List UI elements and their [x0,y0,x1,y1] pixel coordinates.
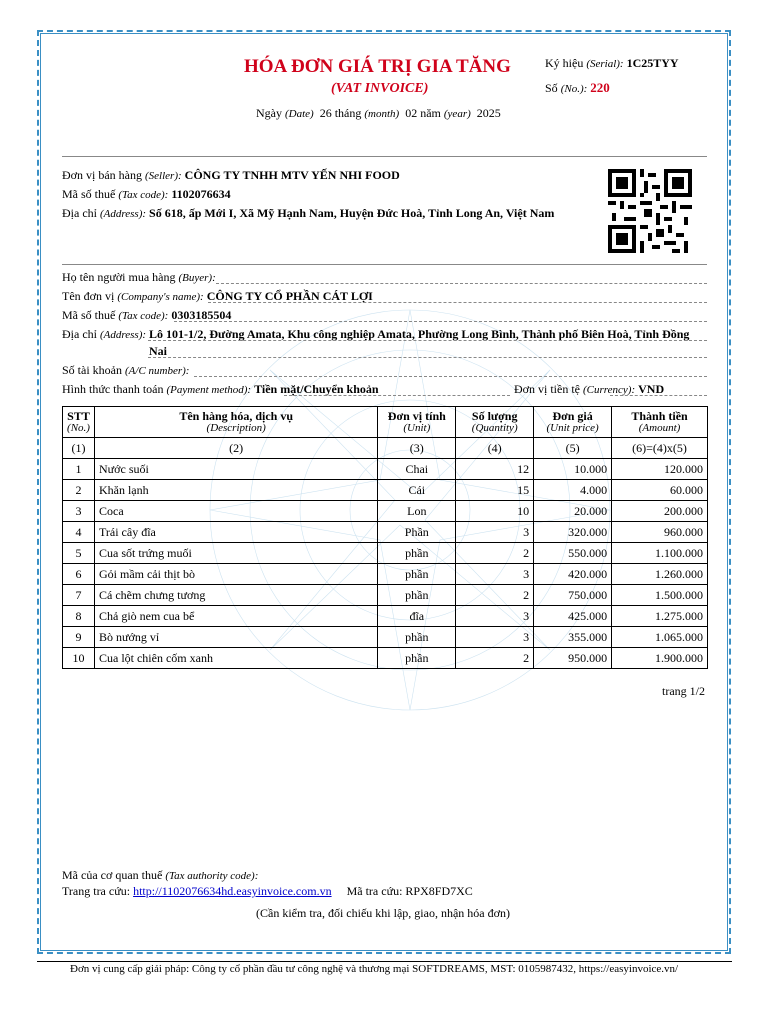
item-amount: 1.275.000 [612,606,708,627]
company-line [208,302,707,303]
table-header-row [63,407,708,438]
item-unit: Lon [378,501,456,522]
item-quantity: 2 [456,648,534,669]
page-number: trang 1/2 [662,684,705,698]
items-table [62,406,708,669]
qr-code [606,169,694,253]
item-unit: đĩa [378,606,456,627]
item-description: Cua sốt trứng muối [94,543,377,564]
header-amount: Thành tiền (Amount) [612,407,708,438]
item-description: Gỏi mầm cải thịt bò [94,564,377,585]
item-unit: phần [378,627,456,648]
item-unit: phần [378,648,456,669]
item-unit-price: 550.000 [534,543,612,564]
payment-row: Hình thức thanh toán (Payment method): Tiền mặt/Chuyển khoản [62,382,379,396]
item-description: Cua lột chiên cốm xanh [94,648,377,669]
company-row: Tên đơn vị (Company's name): CÔNG TY CỔ PHẦN CÁT LỢI [62,289,373,303]
table-row [63,543,708,564]
item-unit: phần [378,585,456,606]
item-quantity: 3 [456,522,534,543]
index-cell: (6)=(4)x(5) [612,438,708,459]
divider [62,264,707,265]
buyer-address-row: Địa chỉ (Address): Lô 101-1/2, Đường Amata, Khu công nghiệp Amata, Phường Long Bình, Thành phố Biên Hoà, Tỉnh Đồng [62,327,690,341]
table-index-row [63,438,708,459]
item-unit-price: 420.000 [534,564,612,585]
item-quantity: 10 [456,501,534,522]
invoice-number: Số (No.): 220 [545,80,610,95]
buyer-address-line2: Nai [149,344,167,358]
item-no: 6 [63,564,95,585]
buyer-name-line [216,283,707,284]
buyer-tax-line [174,321,707,322]
lookup-row: Trang tra cứu: http://1102076634hd.easyinvoice.com.vn Mã tra cứu: RPX8FD7XC [62,884,473,898]
item-unit-price: 355.000 [534,627,612,648]
serial: Ký hiệu (Serial): 1C25TYY [545,56,679,70]
header-unit-price: Đơn giá (Unit price) [534,407,612,438]
index-cell: (5) [534,438,612,459]
item-quantity: 2 [456,585,534,606]
buyer-tax-code: 0303185504 [171,308,232,322]
currency-line [610,395,707,396]
item-no: 1 [63,459,95,480]
item-amount: 1.100.000 [612,543,708,564]
seller-address: Số 618, ấp Mới I, Xã Mỹ Hạnh Nam, Huyện Đức Hoà, Tỉnh Long An, Việt Nam [149,206,555,220]
item-quantity: 12 [456,459,534,480]
seller-name-row: Đơn vị bán hàng (Seller): CÔNG TY TNHH MTV YẾN NHI FOOD [62,168,400,182]
payment-line [284,395,510,396]
header-quantity: Số lượng (Quantity) [456,407,534,438]
item-no: 7 [63,585,95,606]
item-no: 2 [63,480,95,501]
item-unit: Cái [378,480,456,501]
seller-tax-row: Mã số thuế (Tax code): 1102076634 [62,187,231,201]
buyer-address-line [148,357,707,358]
item-unit: Chai [378,459,456,480]
item-description: Khăn lạnh [94,480,377,501]
item-amount: 200.000 [612,501,708,522]
item-description: Bò nướng vỉ [94,627,377,648]
seller-name: CÔNG TY TNHH MTV YẾN NHI FOOD [184,168,400,182]
buyer-name-row: Họ tên người mua hàng (Buyer): [62,270,216,284]
invoice-title: HÓA ĐƠN GIÁ TRỊ GIA TĂNG [244,56,511,77]
item-description: Chả giò nem cua bể [94,606,377,627]
payment-method: Tiền mặt/Chuyển khoản [254,382,379,396]
currency: VND [638,382,665,396]
item-unit: Phần [378,522,456,543]
item-unit-price: 425.000 [534,606,612,627]
account-row: Số tài khoản (A/C number): [62,363,190,377]
buyer-address-line1: Lô 101-1/2, Đường Amata, Khu công nghiệp Amata, Phường Long Bình, Thành phố Biên Hoà, Tỉnh Đồng [149,327,690,341]
table-row [63,501,708,522]
date-year: 2025 [476,106,501,120]
table-row [63,459,708,480]
account-line [194,376,707,377]
lookup-link[interactable]: http://1102076634hd.easyinvoice.com.vn [133,884,332,898]
item-no: 5 [63,543,95,564]
item-unit-price: 20.000 [534,501,612,522]
item-quantity: 2 [456,543,534,564]
item-no: 4 [63,522,95,543]
item-unit: phần [378,564,456,585]
index-cell: (4) [456,438,534,459]
item-description: Nước suối [94,459,377,480]
header-description: Tên hàng hóa, dịch vụ (Description) [94,407,377,438]
index-cell: (1) [63,438,95,459]
table-row [63,585,708,606]
table-row [63,522,708,543]
item-amount: 1.900.000 [612,648,708,669]
seller-address-row: Địa chỉ (Address): Số 618, ấp Mới I, Xã Mỹ Hạnh Nam, Huyện Đức Hoà, Tỉnh Long An, Việt Nam [62,206,555,220]
buyer-company: CÔNG TY CỔ PHẦN CÁT LỢI [206,289,373,303]
footer-divider [37,961,732,962]
item-amount: 60.000 [612,480,708,501]
tax-authority-row: Mã của cơ quan thuế (Tax authority code): [62,868,259,882]
item-description: Trái cây đĩa [94,522,377,543]
item-no: 10 [63,648,95,669]
item-no: 9 [63,627,95,648]
lookup-code: RPX8FD7XC [405,884,473,898]
item-amount: 1.065.000 [612,627,708,648]
item-unit-price: 4.000 [534,480,612,501]
currency-row: Đơn vị tiền tệ (Currency): VND [514,382,665,396]
item-amount: 1.260.000 [612,564,708,585]
item-quantity: 3 [456,564,534,585]
buyer-tax-row: Mã số thuế (Tax code): 0303185504 [62,308,232,322]
index-cell: (2) [94,438,377,459]
divider [62,156,707,157]
header-unit: Đơn vị tính (Unit) [378,407,456,438]
item-quantity: 3 [456,606,534,627]
item-unit-price: 950.000 [534,648,612,669]
item-unit-price: 750.000 [534,585,612,606]
seller-tax-code: 1102076634 [171,187,231,201]
index-cell: (3) [378,438,456,459]
serial-value: 1C25TYY [626,56,679,70]
table-row [63,480,708,501]
item-description: Cá chẽm chưng tương [94,585,377,606]
check-note: (Cần kiểm tra, đối chiếu khi lập, giao, nhận hóa đơn) [256,906,510,920]
item-unit: phần [378,543,456,564]
provider-footer: Đơn vị cung cấp giải pháp: Công ty cổ phần đầu tư công nghệ và thương mại SOFTDREAMS, MST: 0105987432, https://easyinvoice.vn/ [70,963,679,975]
invoice-date: Ngày (Date) 26 tháng (month) 02 năm (year) 2025 [256,106,501,120]
item-no: 3 [63,501,95,522]
table-row [63,564,708,585]
header-no: STT (No.) [63,407,95,438]
date-day: 26 [319,106,332,120]
item-no: 8 [63,606,95,627]
item-unit-price: 320.000 [534,522,612,543]
date-month: 02 [405,106,418,120]
table-row [63,606,708,627]
table-row [63,627,708,648]
buyer-address-line [148,340,707,341]
invoice-number-value: 220 [590,80,610,95]
item-description: Coca [94,501,377,522]
item-amount: 120.000 [612,459,708,480]
item-quantity: 3 [456,627,534,648]
table-row [63,648,708,669]
item-amount: 1.500.000 [612,585,708,606]
invoice-subtitle: (VAT INVOICE) [331,81,429,96]
item-unit-price: 10.000 [534,459,612,480]
item-quantity: 15 [456,480,534,501]
item-amount: 960.000 [612,522,708,543]
